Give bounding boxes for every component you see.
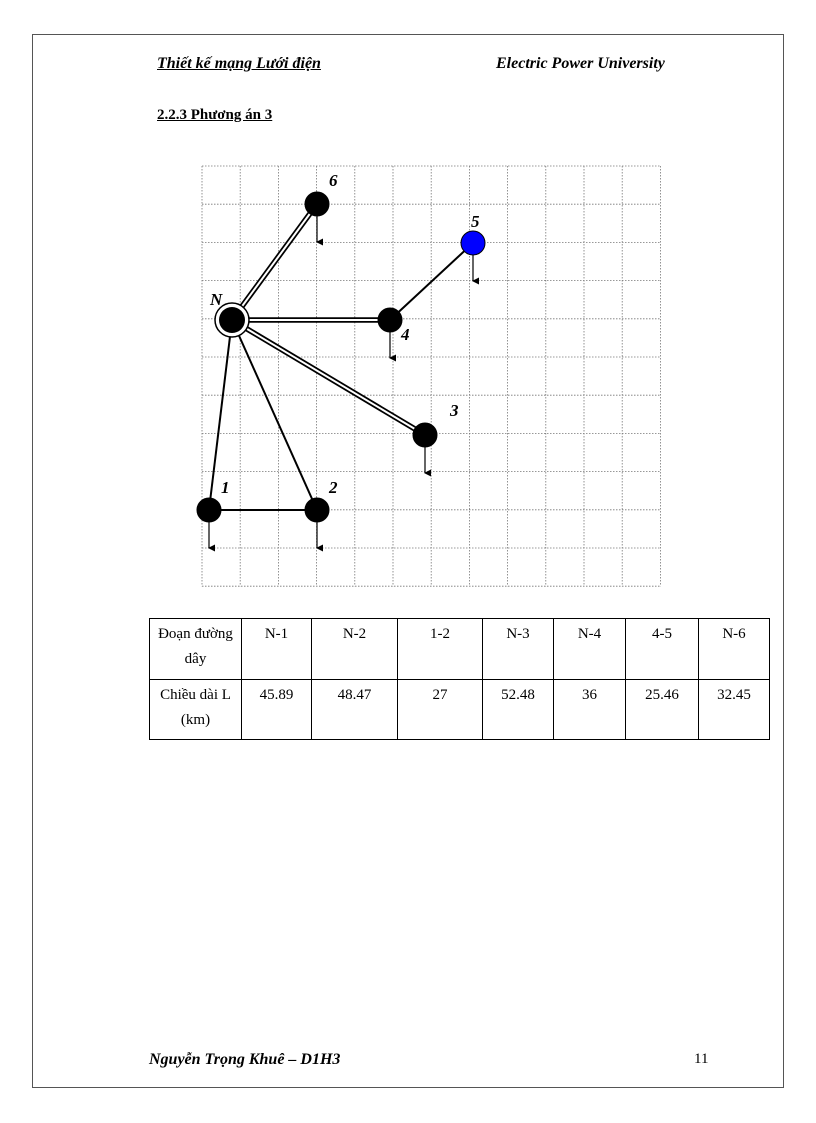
table-cell: 32.45 — [699, 679, 770, 740]
table-cell: Đoạn đường dây — [150, 619, 242, 680]
table-cell: N-4 — [554, 619, 626, 680]
node-1 — [197, 498, 221, 522]
network-diagram — [195, 160, 665, 590]
node-6 — [305, 192, 329, 216]
node-label-N: N — [210, 290, 223, 309]
node-label-6: 6 — [329, 171, 338, 190]
node-label-1: 1 — [221, 478, 230, 497]
node-labels — [209, 171, 480, 497]
table-cell: N-2 — [312, 619, 398, 680]
grid — [202, 166, 660, 586]
section-title: 2.2.3 Phương án 3 — [157, 107, 273, 123]
table-cell: N-3 — [483, 619, 554, 680]
source-node-N — [219, 307, 245, 333]
page-number: 11 — [694, 1051, 709, 1067]
line-N-3-gap — [232, 320, 425, 435]
node-label-2: 2 — [329, 478, 338, 497]
header-university: Electric Power University — [496, 55, 665, 72]
table-row — [150, 679, 770, 740]
node-4 — [378, 308, 402, 332]
table-cell: 25.46 — [626, 679, 699, 740]
load-arrows — [209, 204, 473, 548]
table-cell: 1-2 — [398, 619, 483, 680]
line-N-6-gap — [232, 204, 317, 320]
header-title: Thiết kế mạng Lưới điện — [157, 55, 321, 72]
table-cell: 48.47 — [312, 679, 398, 740]
node-2 — [305, 498, 329, 522]
table-cell: 45.89 — [242, 679, 312, 740]
node-label-5: 5 — [471, 212, 480, 231]
table-cell: Chiều dài L (km) — [150, 679, 242, 740]
table-cell: 4-5 — [626, 619, 699, 680]
table-cell: 27 — [398, 679, 483, 740]
table-cell: 36 — [554, 679, 626, 740]
node-label-3: 3 — [450, 401, 459, 420]
table-cell: 52.48 — [483, 679, 554, 740]
node-label-4: 4 — [401, 325, 410, 344]
node-5 — [461, 231, 485, 255]
footer-author: Nguyễn Trọng Khuê – D1H3 — [149, 1051, 341, 1068]
table-row — [150, 619, 770, 680]
line-length-table — [149, 618, 770, 740]
node-3 — [413, 423, 437, 447]
table-cell: N-6 — [699, 619, 770, 680]
table-cell: N-1 — [242, 619, 312, 680]
